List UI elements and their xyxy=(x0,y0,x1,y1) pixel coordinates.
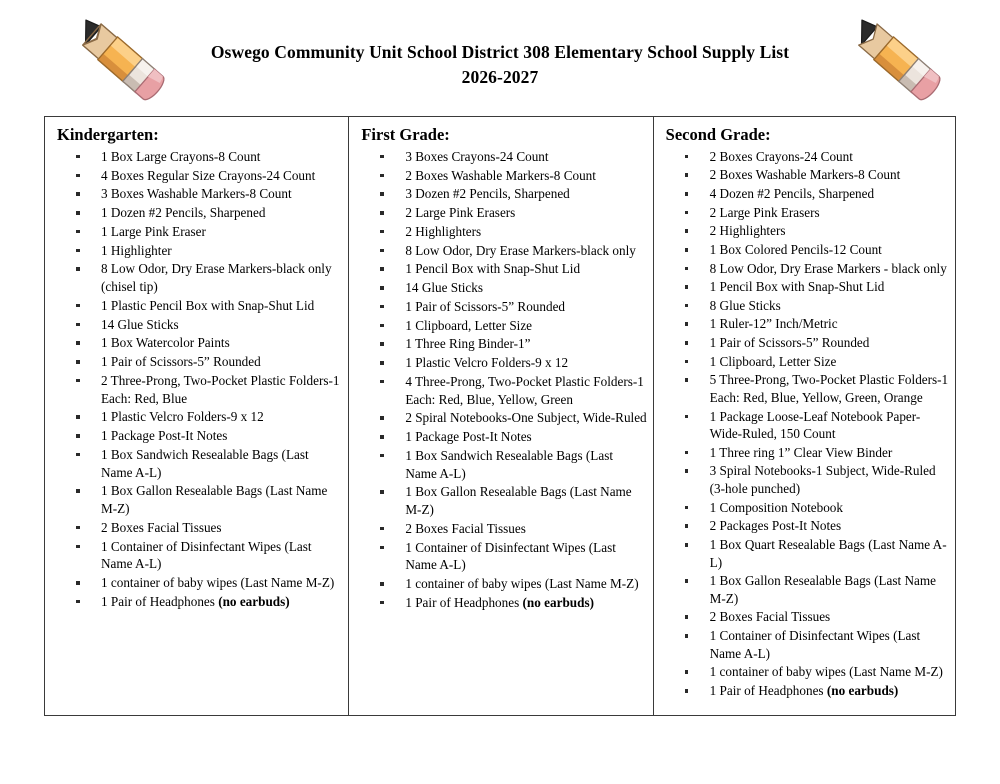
supply-list-item: 1 Box Gallon Resealable Bags (Last Name M-Z) xyxy=(55,482,342,518)
supply-list-item: 3 Boxes Crayons-24 Count xyxy=(359,148,646,166)
supply-list-item: 1 Ruler-12” Inch/Metric xyxy=(664,315,949,333)
supply-list-item: 2 Packages Post-It Notes xyxy=(664,517,949,535)
page-title xyxy=(180,40,820,90)
supply-list-item: 1 Highlighter xyxy=(55,242,342,260)
supply-list-item: 2 Large Pink Erasers xyxy=(664,204,949,222)
supply-list-item: 2 Large Pink Erasers xyxy=(359,204,646,222)
supply-list-item: 1 Three Ring Binder-1” xyxy=(359,335,646,353)
pencil-icon xyxy=(62,12,172,107)
supply-item-list xyxy=(55,148,342,611)
supply-list-item: 1 Three ring 1” Clear View Binder xyxy=(664,444,949,462)
supply-list-item: 8 Low Odor, Dry Erase Markers-black only (chisel tip) xyxy=(55,260,342,296)
supply-list-item: 1 Pair of Scissors-5” Rounded xyxy=(359,298,646,316)
column-heading: Second Grade: xyxy=(665,125,771,144)
supply-list-table xyxy=(44,116,956,716)
grade-column-first-grade xyxy=(348,117,652,715)
column-heading: Kindergarten: xyxy=(57,125,159,144)
supply-list-item: 2 Boxes Washable Markers-8 Count xyxy=(359,167,646,185)
supply-list-item: 2 Three-Prong, Two-Pocket Plastic Folders-1 Each: Red, Blue xyxy=(55,372,342,408)
supply-list-item: 1 Plastic Velcro Folders-9 x 12 xyxy=(55,408,342,426)
supply-list-item: 8 Low Odor, Dry Erase Markers - black only xyxy=(664,260,949,278)
supply-list-item: 1 Container of Disinfectant Wipes (Last Name A-L) xyxy=(359,539,646,575)
title-line-2: 2026-2027 xyxy=(461,66,539,87)
supply-list-item: 1 Pair of Headphones (no earbuds) xyxy=(55,593,342,611)
grade-column-kindergarten xyxy=(45,117,348,715)
supply-list-item: 1 container of baby wipes (Last Name M-Z) xyxy=(55,574,342,592)
supply-list-item: 1 Box Gallon Resealable Bags (Last Name M-Z) xyxy=(664,572,949,607)
supply-item-list xyxy=(359,148,646,612)
grade-column-second-grade xyxy=(653,117,955,715)
title-line-1: Oswego Community Unit School District 308 Elementary School Supply List xyxy=(210,42,790,62)
supply-list-item: 1 Pencil Box with Snap-Shut Lid xyxy=(359,260,646,278)
supply-list-item: 1 Pair of Scissors-5” Rounded xyxy=(55,353,342,371)
supply-list-item: 4 Boxes Regular Size Crayons-24 Count xyxy=(55,167,342,185)
supply-list-item: 1 Plastic Velcro Folders-9 x 12 xyxy=(359,354,646,372)
emphasis-text: (no earbuds) xyxy=(522,594,594,610)
supply-list-item: 1 Plastic Pencil Box with Snap-Shut Lid xyxy=(55,297,342,315)
supply-list-item: 1 Clipboard, Letter Size xyxy=(664,353,949,371)
supply-list-item: 1 container of baby wipes (Last Name M-Z) xyxy=(359,575,646,593)
supply-list-item: 1 Box Sandwich Resealable Bags (Last Name A-L) xyxy=(359,447,646,483)
supply-list-item: 1 Container of Disinfectant Wipes (Last Name A-L) xyxy=(664,627,949,662)
supply-list-item: 1 Box Sandwich Resealable Bags (Last Name A-L) xyxy=(55,446,342,482)
supply-list-item: 1 Box Quart Resealable Bags (Last Name A-L) xyxy=(664,536,949,571)
supply-list-item: 4 Dozen #2 Pencils, Sharpened xyxy=(664,185,949,203)
supply-list-item: 1 Dozen #2 Pencils, Sharpened xyxy=(55,204,342,222)
supply-list-item: 1 Box Gallon Resealable Bags (Last Name M-Z) xyxy=(359,483,646,519)
supply-list-item: 8 Glue Sticks xyxy=(664,297,949,315)
supply-list-item: 1 Package Post-It Notes xyxy=(55,427,342,445)
supply-list-item: 1 container of baby wipes (Last Name M-Z) xyxy=(664,663,949,681)
pencil-icon xyxy=(838,12,948,107)
supply-list-item: 2 Boxes Facial Tissues xyxy=(359,520,646,538)
supply-list-item: 1 Box Colored Pencils-12 Count xyxy=(664,241,949,259)
supply-list-item: 1 Pair of Scissors-5” Rounded xyxy=(664,334,949,352)
supply-list-item: 2 Boxes Crayons-24 Count xyxy=(664,148,949,166)
emphasis-text: (no earbuds) xyxy=(826,682,899,698)
supply-list-item: 1 Package Loose-Leaf Notebook Paper-Wide-Ruled, 150 Count xyxy=(664,408,949,443)
column-heading: First Grade: xyxy=(361,125,450,144)
supply-list-item: 1 Box Watercolor Paints xyxy=(55,334,342,352)
supply-list-item: 1 Pair of Headphones (no earbuds) xyxy=(359,594,646,612)
supply-list-item: 4 Three-Prong, Two-Pocket Plastic Folders-1 Each: Red, Blue, Yellow, Green xyxy=(359,373,646,409)
supply-list-item: 1 Pencil Box with Snap-Shut Lid xyxy=(664,278,949,296)
supply-list-item: 8 Low Odor, Dry Erase Markers-black only xyxy=(359,242,646,260)
supply-list-item: 1 Large Pink Eraser xyxy=(55,223,342,241)
page-header xyxy=(0,0,1000,108)
supply-list-item: 14 Glue Sticks xyxy=(55,316,342,334)
supply-list-item: 2 Boxes Washable Markers-8 Count xyxy=(664,166,949,184)
supply-list-item: 1 Container of Disinfectant Wipes (Last Name A-L) xyxy=(55,538,342,574)
supply-list-item: 1 Box Large Crayons-8 Count xyxy=(55,148,342,166)
supply-list-item: 2 Boxes Facial Tissues xyxy=(55,519,342,537)
supply-list-item: 2 Highlighters xyxy=(359,223,646,241)
supply-list-item: 5 Three-Prong, Two-Pocket Plastic Folders-1 Each: Red, Blue, Yellow, Green, Orange xyxy=(664,371,949,406)
supply-list-item: 1 Pair of Headphones (no earbuds) xyxy=(664,682,949,700)
supply-list-item: 1 Clipboard, Letter Size xyxy=(359,317,646,335)
supply-list-item: 14 Glue Sticks xyxy=(359,279,646,297)
supply-list-item: 3 Dozen #2 Pencils, Sharpened xyxy=(359,185,646,203)
supply-list-item: 3 Boxes Washable Markers-8 Count xyxy=(55,185,342,203)
supply-list-item: 3 Spiral Notebooks-1 Subject, Wide-Ruled (3-hole punched) xyxy=(664,462,949,497)
supply-list-item: 2 Highlighters xyxy=(664,222,949,240)
emphasis-text: (no earbuds) xyxy=(218,593,290,609)
supply-item-list xyxy=(664,148,949,700)
supply-list-item: 1 Composition Notebook xyxy=(664,499,949,517)
supply-list-item: 1 Package Post-It Notes xyxy=(359,428,646,446)
supply-list-item: 2 Boxes Facial Tissues xyxy=(664,608,949,626)
supply-list-item: 2 Spiral Notebooks-One Subject, Wide-Ruled xyxy=(359,409,646,427)
